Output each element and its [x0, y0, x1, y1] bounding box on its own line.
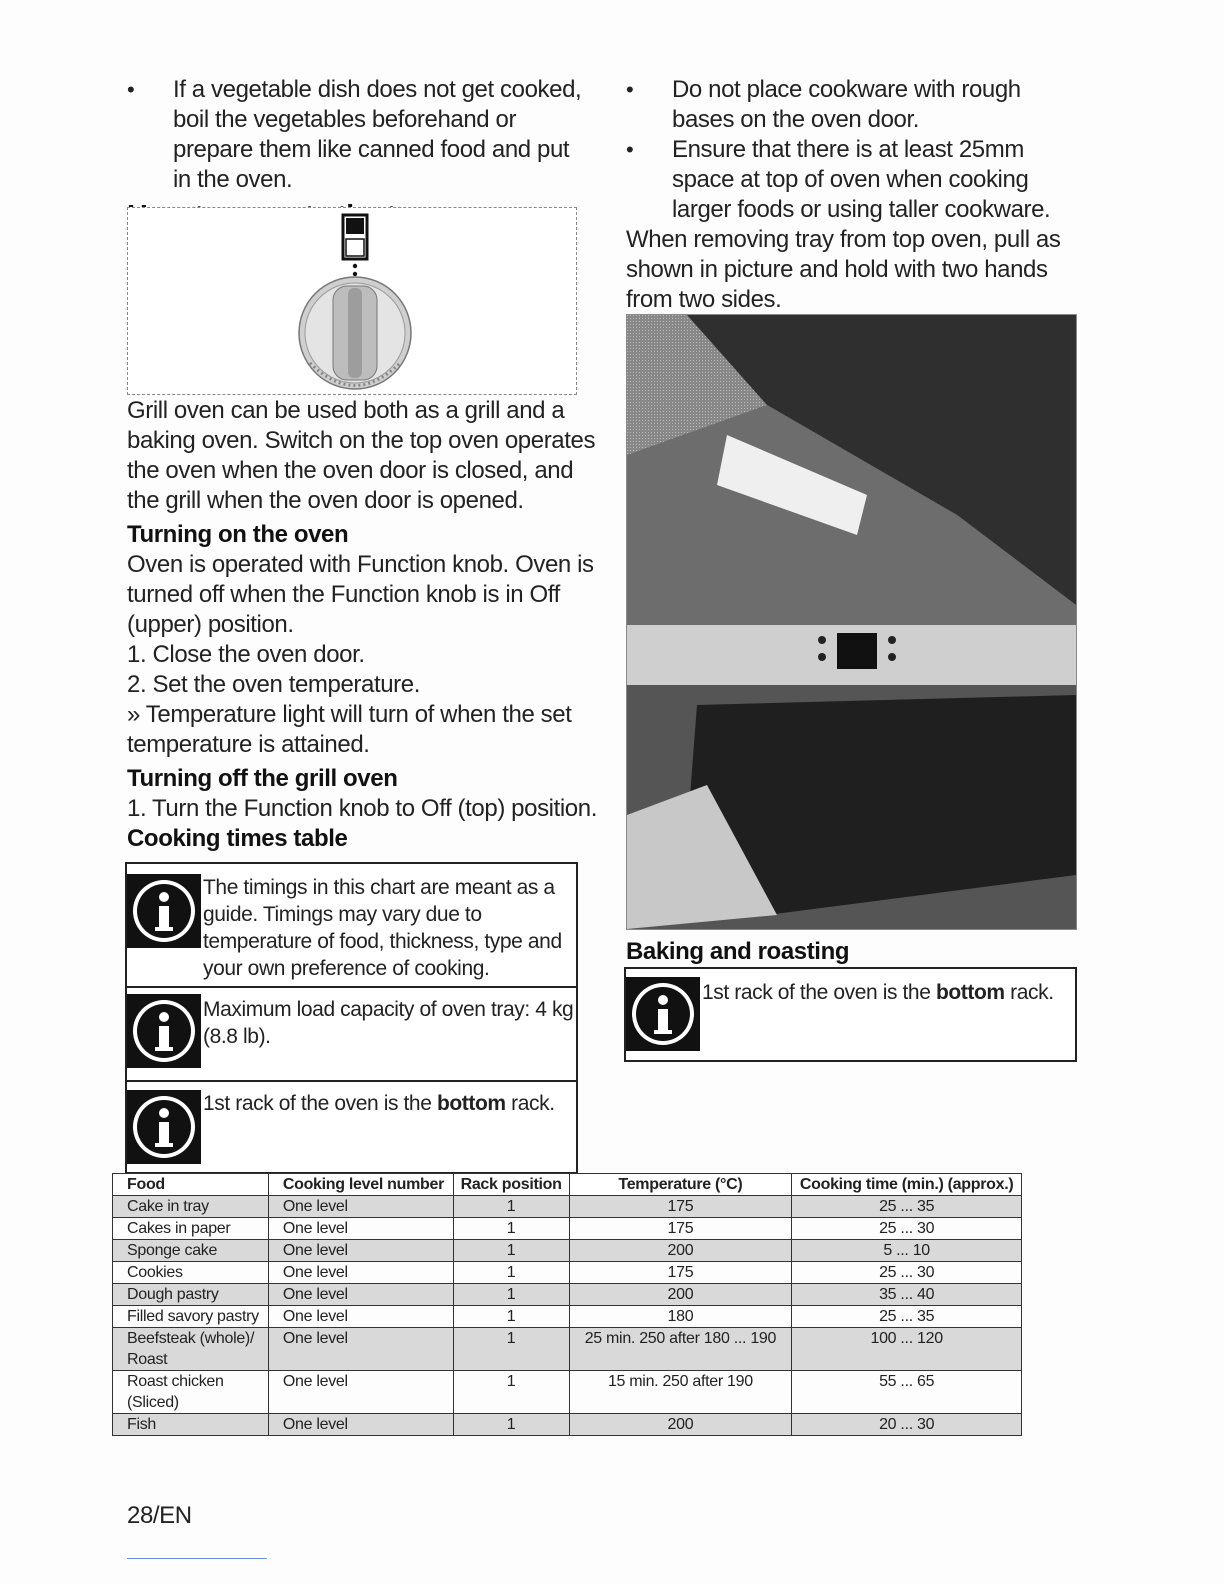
- info-icon: [127, 1090, 201, 1164]
- table-cell: One level: [268, 1218, 453, 1240]
- left-column-body: [127, 396, 597, 854]
- info-icon: [127, 994, 201, 1068]
- table-cell: Cake in tray: [113, 1196, 269, 1218]
- info-note: [127, 1082, 576, 1172]
- table-cell: 175: [569, 1218, 792, 1240]
- info-note: [127, 988, 576, 1082]
- info-notes-box: [125, 862, 578, 1174]
- table-row: [113, 1262, 1022, 1284]
- table-row: [113, 1284, 1022, 1306]
- table-cell: Cakes in paper: [113, 1218, 269, 1240]
- table-cell: 35 ... 40: [792, 1284, 1022, 1306]
- header-cooking-time: Cooking time (min.) (approx.): [792, 1174, 1022, 1196]
- baking-title: Baking and roasting: [626, 938, 850, 965]
- table-cell: 1: [453, 1218, 569, 1240]
- table-row: [113, 1306, 1022, 1328]
- turning-on-title: Turning on the oven: [127, 521, 349, 548]
- info-icon: [127, 874, 201, 948]
- table-cell: One level: [268, 1196, 453, 1218]
- header-rack-position: Rack position: [453, 1174, 569, 1196]
- table-cell: 20 ... 30: [792, 1414, 1022, 1436]
- table-cell: 25 ... 30: [792, 1218, 1022, 1240]
- info-note-text: Maximum load capacity of oven tray: 4 kg (8.8 lb).: [203, 998, 574, 1048]
- header-temperature: Temperature (°C): [569, 1174, 792, 1196]
- intro-text: Grill oven can be used both as a grill and a baking oven. Switch on the top oven operates the oven when the oven door is closed, and the grill when the oven door is opened.: [127, 397, 596, 514]
- info-note-text: 1st rack of the oven is the bottom rack.: [203, 1092, 555, 1115]
- table-row: [113, 1196, 1022, 1218]
- function-knob-icon: [299, 277, 411, 389]
- step-item: 1. Turn the Function knob to Off (top) position.: [127, 795, 597, 822]
- table-cell: 1: [453, 1284, 569, 1306]
- turning-on-text: Oven is operated with Function knob. Oven is turned off when the Function knob is in Off (upper) position.: [127, 551, 594, 638]
- table-cell: One level: [268, 1284, 453, 1306]
- table-cell: 25 ... 35: [792, 1306, 1022, 1328]
- table-body: [113, 1196, 1022, 1436]
- top-oven-figure: [127, 207, 577, 395]
- table-cell: Filled savory pastry: [113, 1306, 269, 1328]
- table-cell: 1: [453, 1371, 569, 1414]
- info-icon: [626, 977, 700, 1051]
- table-cell: Roast chicken (Sliced): [113, 1371, 269, 1414]
- table-cell: 1: [453, 1306, 569, 1328]
- table-row: [113, 1218, 1022, 1240]
- table-cell: 200: [569, 1240, 792, 1262]
- page-number: 28/EN: [127, 1502, 192, 1529]
- baking-note-text: 1st rack of the oven is the bottom rack.: [702, 981, 1054, 1004]
- bullet-space: • Ensure that there is at least 25mm space at top of oven when cooking larger foods or using taller cookware.: [626, 135, 1088, 225]
- footer-divider: [127, 1558, 267, 1559]
- table-cell: 25 ... 35: [792, 1196, 1022, 1218]
- table-cell: One level: [268, 1414, 453, 1436]
- turning-off-steps: [127, 794, 597, 824]
- table-cell: 1: [453, 1414, 569, 1436]
- table-cell: 5 ... 10: [792, 1240, 1022, 1262]
- table-cell: 15 min. 250 after 190: [569, 1371, 792, 1414]
- table-cell: 1: [453, 1328, 569, 1371]
- table-cell: One level: [268, 1262, 453, 1284]
- turning-off-title: Turning off the grill oven: [127, 765, 398, 792]
- table-cell: 1: [453, 1196, 569, 1218]
- table-cell: 200: [569, 1414, 792, 1436]
- table-cell: 175: [569, 1262, 792, 1284]
- bullet-cookware: • Do not place cookware with rough bases on the oven door.: [626, 75, 1088, 135]
- table-cell: 25 ... 30: [792, 1262, 1022, 1284]
- table-cell: 1: [453, 1262, 569, 1284]
- cooking-times-table: [112, 1173, 1022, 1436]
- table-cell: One level: [268, 1371, 453, 1414]
- table-cell: 100 ... 120: [792, 1328, 1022, 1371]
- table-cell: Dough pastry: [113, 1284, 269, 1306]
- table-cell: Beefsteak (whole)/ Roast: [113, 1328, 269, 1371]
- header-food: Food: [113, 1174, 269, 1196]
- right-column: [626, 75, 1088, 315]
- table-row: [113, 1414, 1022, 1436]
- step-item: 1. Close the oven door.: [127, 641, 365, 668]
- step-item: 2. Set the oven temperature.: [127, 671, 420, 698]
- left-bullets: [127, 75, 589, 195]
- header-cooking-level: Cooking level number: [268, 1174, 453, 1196]
- table-cell: Fish: [113, 1414, 269, 1436]
- table-cell: One level: [268, 1240, 453, 1262]
- info-note: [127, 864, 576, 988]
- table-cell: Sponge cake: [113, 1240, 269, 1262]
- table-cell: One level: [268, 1328, 453, 1371]
- cooking-table-title: Cooking times table: [127, 825, 348, 852]
- right-bullets: [626, 75, 1088, 225]
- table-cell: 1: [453, 1240, 569, 1262]
- table-cell: 180: [569, 1306, 792, 1328]
- table-cell: 200: [569, 1284, 792, 1306]
- oven-symbol-icon: [343, 215, 367, 276]
- table-cell: One level: [268, 1306, 453, 1328]
- table-cell: 55 ... 65: [792, 1371, 1022, 1414]
- info-note-text: The timings in this chart are meant as a guide. Timings may vary due to temperature of food, thickness, type and your own preference of cooking.: [203, 876, 562, 980]
- baking-section: [626, 937, 1086, 967]
- table-header-row: [113, 1174, 1022, 1196]
- baking-info-box: [624, 967, 1077, 1062]
- table-row: [113, 1371, 1022, 1414]
- temperature-note: » Temperature light will turn of when the set temperature is attained.: [127, 701, 572, 758]
- tray-removal-photo: [626, 314, 1077, 930]
- table-row: [113, 1240, 1022, 1262]
- table-cell: 175: [569, 1196, 792, 1218]
- table-cell: 25 min. 250 after 180 ... 190: [569, 1328, 792, 1371]
- table-cell: Cookies: [113, 1262, 269, 1284]
- bullet-vegetable: • If a vegetable dish does not get cooked, boil the vegetables beforehand or prepare them like canned food and put in the oven.: [127, 75, 589, 195]
- turning-on-steps: [127, 640, 597, 700]
- table-row: [113, 1328, 1022, 1371]
- removing-tray-text: When removing tray from top oven, pull as shown in picture and hold with two hands from two sides.: [626, 226, 1061, 313]
